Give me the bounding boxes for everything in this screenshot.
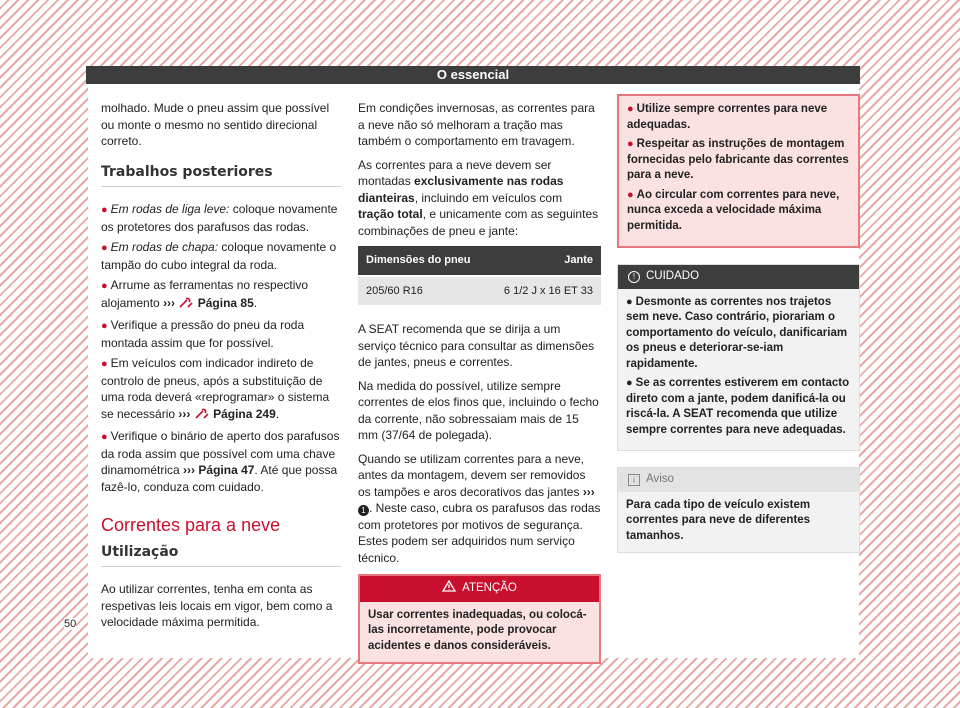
caution-header (618, 265, 859, 289)
paragraph (358, 451, 601, 567)
table-cell: 205/60 R16 (358, 276, 488, 306)
chapter-title: Correntes para a neve (101, 515, 281, 535)
bullet-text: coloque novamente o tampão do cubo integral da roda. (101, 240, 337, 272)
list-item (626, 376, 851, 438)
bullet-text: Arrume as ferramentas no respectivo alojamento (101, 278, 309, 310)
notice-box (617, 467, 860, 553)
bullet-icon: ● (626, 295, 633, 308)
table-cell: 6 1/2 J x 16 ET 33 (488, 276, 601, 306)
bullet-text: Verifique a pressão do pneu da roda montada assim que for possível. (101, 318, 305, 350)
notice-header (618, 468, 859, 492)
bullet-text: Em veículos com indicador indireto de controlo de pneus, após a substituição de uma roda deverá «reprogramar» o sistema se necessário (101, 356, 330, 421)
bullet-icon: ● (101, 204, 108, 216)
warning-triangle-icon (442, 580, 456, 598)
bullet-text: . Até que possa fazê-lo, conduza com cuidado. (101, 463, 338, 494)
paragraph: Em condições invernosas, as correntes para a neve não só melhoram a tração mas também o comportamento em travagem. (358, 101, 595, 148)
bullet-icon: ● (627, 138, 634, 150)
warning-header (360, 576, 599, 602)
bullet-icon: ● (101, 280, 108, 292)
reference-arrow-icon: ››› (178, 406, 191, 421)
column-2 (358, 100, 601, 680)
warning-label: ATENÇÃO (462, 582, 517, 594)
tools-icon (178, 297, 194, 314)
bullet-icon: ● (626, 377, 633, 389)
page-header: O essencial (86, 66, 860, 84)
table-row (358, 276, 601, 306)
bold-text: exclusivamente nas rodas dianteiras (358, 174, 564, 205)
paragraph (358, 157, 601, 240)
list-item (101, 428, 341, 495)
bullet-em: Em rodas de liga leve: (110, 202, 230, 216)
text: As correntes para a neve devem ser montadas (358, 157, 552, 188)
warning-continued-body (619, 96, 858, 246)
list-item (627, 188, 850, 235)
table-header: Dimensões do pneu (358, 246, 488, 276)
warning-box (358, 574, 601, 664)
column-3 (617, 94, 860, 569)
reference-arrow-icon: ››› (183, 463, 196, 477)
list-item (626, 295, 851, 373)
usage-text: Ao utilizar correntes, tenha em conta as respetivas leis locais em vigor, bem como a velocidade máxima permitida. (101, 582, 333, 629)
page-reference-link[interactable]: Página 47 (198, 463, 255, 477)
list-item: ● Em veículos com indicador indireto de controlo de pneus, após a substituição de uma roda deverá «reprogramar» o sistema se necessário ››› Página 249. (101, 355, 341, 424)
bullet-text: Se as correntes estiverem em contacto direto com a jante, podem danificá-la ou riscá-la. A SEAT recomenda que utilize sempre correntes para neve adequadas. (626, 377, 850, 436)
page-reference-link[interactable]: Página 85 (197, 295, 254, 310)
table-header: Jante (488, 246, 601, 276)
caution-label: CUIDADO (646, 270, 700, 282)
notice-label: Aviso (646, 473, 674, 485)
reference-arrow-icon: ››› (163, 295, 176, 310)
table-header-row (358, 246, 601, 276)
notice-text: Para cada tipo de veículo existem correntes para neve de diferentes tamanhos. (618, 492, 859, 553)
warning-text: Usar correntes inadequadas, ou colocá-las incorretamente, pode provocar acidentes e danos consideráveis. (360, 602, 599, 663)
text: , e unicamente com as seguintes combinações de pneu e jante: (358, 207, 599, 238)
bullet-icon: ● (101, 431, 108, 443)
bullet-em: Em rodas de chapa: (110, 240, 219, 254)
caution-box (617, 264, 860, 451)
bullet-icon: ● (101, 242, 108, 254)
bullet-icon: ● (101, 320, 108, 332)
intro-text: molhado. Mude o pneu assim que possível ou monte o mesmo no sentido direcional correto. (101, 101, 330, 148)
paragraph: Na medida do possível, utilize sempre correntes de elos finos que, incluindo o fecho da corrente, não sobressaiam mais de 15 mm (37/64 de polegada). (358, 378, 599, 442)
paragraph: A SEAT recomenda que se dirija a um serviço técnico para consultar as dimensões de jantes, pneus e correntes. (358, 322, 595, 369)
list-item (627, 137, 850, 184)
section-title: Trabalhos posteriores (101, 164, 341, 188)
list-item (101, 317, 341, 351)
text: . Neste caso, cubra os parafusos das rodas com protetores por motivos de segurança. Estes podem ser adquiridos num serviço técnico. (358, 501, 601, 565)
caution-body (618, 289, 859, 451)
bold-text: tração total (358, 207, 423, 221)
bullet-icon: ● (627, 103, 634, 115)
list-item (101, 239, 341, 273)
list-item (627, 102, 850, 133)
subchapter-title: Utilização (101, 544, 341, 568)
info-icon: i (628, 474, 640, 486)
page-reference-link[interactable]: Página 249 (213, 406, 276, 421)
bullet-text: Utilize sempre correntes para neve adequadas. (627, 103, 828, 131)
list-item: ● Arrume as ferramentas no respectivo alojamento ››› Página 85. (101, 277, 341, 313)
bullet-icon: ● (627, 188, 634, 201)
bullet-text: coloque novamente os protetores dos parafusos das rodas. (101, 202, 338, 234)
info-circle-icon: 1 (358, 505, 369, 516)
caution-circle-icon: ! (628, 271, 640, 283)
bullet-icon: ● (101, 358, 108, 370)
bullet-text: Respeitar as instruções de montagem fornecidas pelo fabricante das correntes para a neve. (627, 138, 849, 181)
column-1 (101, 100, 341, 638)
reference-arrow-icon: ››› (582, 484, 595, 499)
list-item (101, 201, 341, 235)
text: , incluindo em veículos com (414, 190, 563, 205)
tools-icon (194, 408, 210, 425)
bullet-text: Desmonte as correntes nos trajetos sem neve. Caso contrário, piorariam o comportamento do veículo, danificariam os pneus e deteriorar-se-iam rapidamente. (626, 295, 848, 370)
tire-table (358, 246, 601, 305)
warning-continued-box (617, 94, 860, 248)
bullet-text: Verifique o binário de aperto dos parafusos da roda assim que possível com uma chave dinamométrica (101, 429, 340, 477)
bullet-text: Ao circular com correntes para neve, nunca exceda a velocidade máxima permitida. (627, 188, 840, 232)
text: Quando se utilizam correntes para a neve, antes da montagem, devem ser removidos os tampões e aros decorativos das jantes (358, 451, 586, 499)
page-number: 50 (64, 618, 77, 630)
